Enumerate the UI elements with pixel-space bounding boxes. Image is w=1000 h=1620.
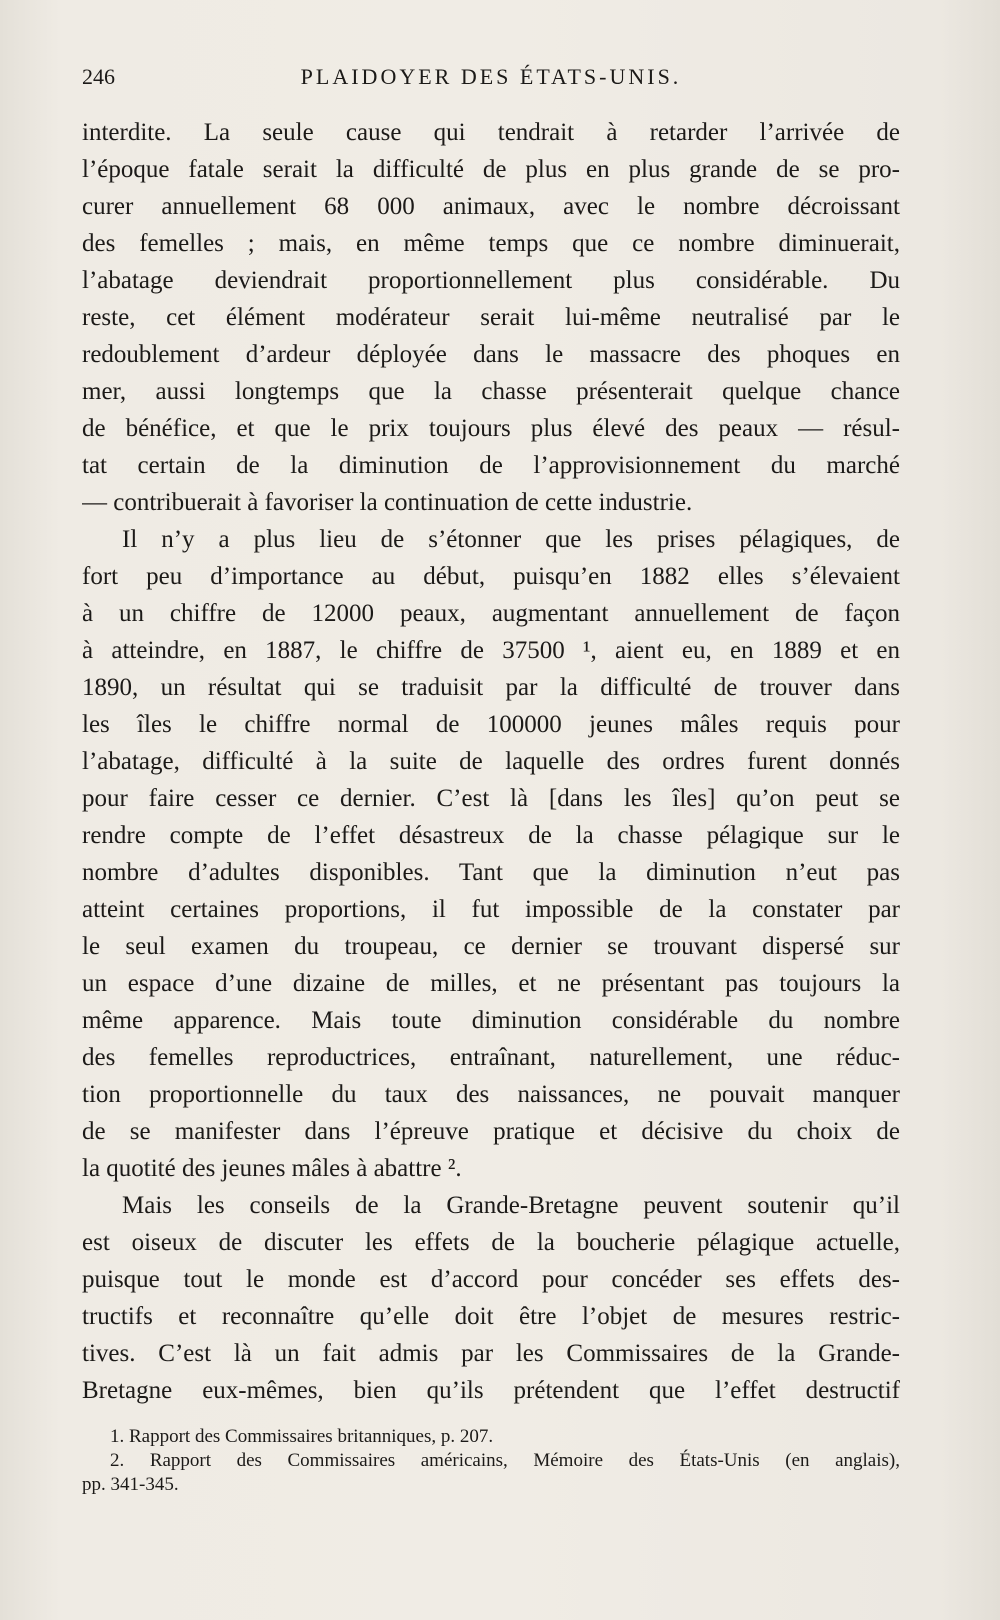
- text-line: de se manifester dans l’épreuve pratique et décisive du choix de: [82, 1118, 900, 1145]
- text-line: atteint certaines proportions, il fut impossible de la constater par: [82, 896, 900, 923]
- text-line: à atteindre, en 1887, le chiffre de 37500 ¹, aient eu, en 1889 et en: [82, 637, 900, 664]
- footnotes: [82, 1425, 900, 1497]
- text-line: est oiseux de discuter les effets de la boucherie pélagique actuelle,: [82, 1229, 900, 1256]
- text-line: l’abatage deviendrait proportionnellement plus considérable. Du: [82, 267, 900, 294]
- text-line: Mais les conseils de la Grande-Bretagne peuvent soutenir qu’il: [122, 1192, 900, 1219]
- text-line: un espace d’une dizaine de milles, et ne présentant pas toujours la: [82, 970, 900, 997]
- page-number: 246: [82, 64, 115, 89]
- text-line: puisque tout le monde est d’accord pour concéder ses effets des-: [82, 1266, 900, 1293]
- text-line: Bretagne eux-mêmes, bien qu’ils prétendent que l’effet destructif: [82, 1377, 900, 1404]
- text-line: de bénéfice, et que le prix toujours plus élevé des peaux — résul-: [82, 415, 900, 442]
- text-line: rendre compte de l’effet désastreux de la chasse pélagique sur le: [82, 822, 900, 849]
- text-line: des femelles reproductrices, entraînant, naturellement, une réduc-: [82, 1044, 900, 1071]
- text-line: redoublement d’ardeur déployée dans le massacre des phoques en: [82, 341, 900, 368]
- text-line: tructifs et reconnaître qu’elle doit être l’objet de mesures restric-: [82, 1303, 900, 1330]
- text-line: mer, aussi longtemps que la chasse présenterait quelque chance: [82, 378, 900, 405]
- text-line: l’époque fatale serait la difficulté de plus en plus grande de se pro-: [82, 156, 900, 183]
- text-line: curer annuellement 68 000 animaux, avec le nombre décroissant: [82, 193, 900, 220]
- text-line: tives. C’est là un fait admis par les Commissaires de la Grande-: [82, 1340, 900, 1367]
- footnote-line: 2. Rapport des Commissaires américains, Mémoire des États-Unis (en anglais),: [110, 1450, 900, 1471]
- text-line: — contribuerait à favoriser la continuation de cette industrie.: [82, 489, 693, 516]
- text-line: tion proportionnelle du taux des naissances, ne pouvait manquer: [82, 1081, 900, 1108]
- text-line: tat certain de la diminution de l’approvisionnement du marché: [82, 452, 900, 479]
- text-line: 1890, un résultat qui se traduisit par la difficulté de trouver dans: [82, 674, 900, 701]
- text-line: le seul examen du troupeau, ce dernier se trouvant dispersé sur: [82, 933, 900, 960]
- page-header: [82, 64, 900, 94]
- text-line: Il n’y a plus lieu de s’étonner que les prises pélagiques, de: [122, 526, 900, 553]
- text-line: nombre d’adultes disponibles. Tant que la diminution n’eut pas: [82, 859, 900, 886]
- text-line: pour faire cesser ce dernier. C’est là [dans les îles] qu’on peut se: [82, 785, 900, 812]
- text-line: des femelles ; mais, en même temps que ce nombre diminuerait,: [82, 230, 900, 257]
- text-line: reste, cet élément modérateur serait lui-même neutralisé par le: [82, 304, 900, 331]
- text-line: à un chiffre de 12000 peaux, augmentant annuellement de façon: [82, 600, 900, 627]
- text-line: interdite. La seule cause qui tendrait à retarder l’arrivée de: [82, 119, 900, 146]
- text-line: la quotité des jeunes mâles à abattre ².: [82, 1155, 462, 1182]
- text-line: fort peu d’importance au début, puisqu’en 1882 elles s’élevaient: [82, 563, 900, 590]
- text-line: les îles le chiffre normal de 100000 jeunes mâles requis pour: [82, 711, 900, 738]
- footnote-line: 1. Rapport des Commissaires britanniques, p. 207.: [110, 1426, 494, 1447]
- running-title: PLAIDOYER DES ÉTATS-UNIS.: [300, 64, 682, 89]
- text-line: l’abatage, difficulté à la suite de laquelle des ordres furent donnés: [82, 748, 900, 775]
- text-line: même apparence. Mais toute diminution considérable du nombre: [82, 1007, 900, 1034]
- footnote-line: pp. 341-345.: [82, 1474, 179, 1495]
- body-text: [82, 114, 900, 1409]
